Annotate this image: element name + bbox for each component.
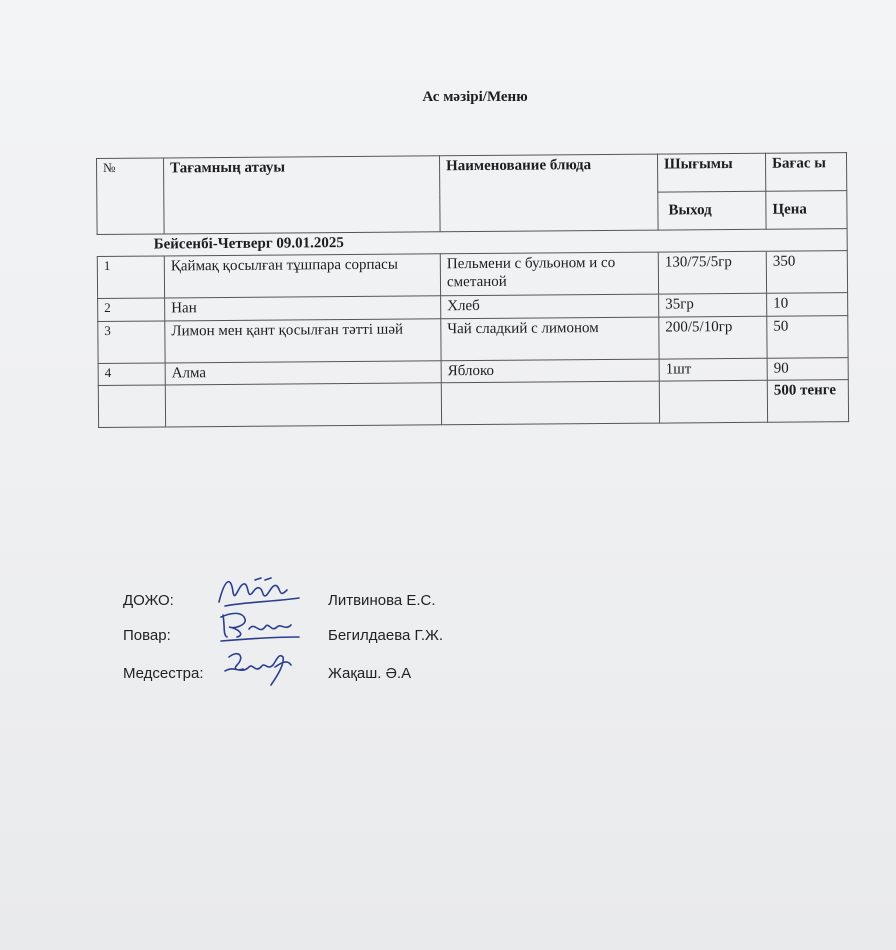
row-num: 4	[98, 362, 165, 385]
signature-role: Медсестра:	[123, 665, 204, 682]
day-row-empty	[766, 229, 847, 252]
row-name-ru: Хлеб	[441, 294, 659, 318]
row-num: 2	[98, 298, 165, 321]
row-name-kz: Қаймақ қосылған тұшпара сорпасы	[164, 254, 440, 298]
row-yield: 35гр	[659, 293, 767, 316]
row-price: 50	[767, 315, 848, 358]
signature-icon	[215, 607, 305, 647]
total-price: 500 тенге	[767, 379, 848, 422]
table-row	[98, 315, 848, 363]
row-name-kz: Нан	[165, 296, 441, 320]
signature-name: Жақаш. Ә.А	[328, 665, 412, 682]
menu-table	[96, 152, 849, 428]
signature-icon	[215, 645, 305, 689]
row-name-kz: Алма	[165, 360, 441, 384]
row-num: 3	[98, 320, 165, 363]
total-empty	[98, 385, 165, 428]
header-price-ru: Цена	[766, 191, 847, 230]
signature-name: Бегилдаева Г.Ж.	[328, 627, 444, 644]
row-yield: 130/75/5гр	[658, 251, 766, 294]
header-row	[97, 153, 847, 197]
header-name-ru: Наименование блюда	[439, 154, 658, 232]
row-yield: 1шт	[659, 358, 767, 381]
row-yield: 200/5/10гр	[659, 316, 767, 359]
signature-role: ДОЖО:	[123, 592, 174, 609]
row-price: 90	[767, 357, 848, 380]
total-empty	[659, 380, 767, 423]
header-price-kz: Бағас ы	[765, 153, 846, 192]
day-label: Бейсенбі-Четверг 09.01.2025	[97, 229, 766, 257]
signature-role: Повар:	[123, 627, 171, 644]
row-name-kz: Лимон мен қант қосылған тәтті шәй	[165, 318, 441, 362]
row-name-ru: Яблоко	[441, 359, 659, 383]
total-empty	[441, 381, 659, 425]
row-name-ru: Пельмени с бульоном и со сметаной	[440, 252, 658, 296]
table-row	[97, 251, 847, 299]
signature-name: Литвинова Е.С.	[328, 592, 436, 609]
header-num: №	[97, 158, 165, 235]
signature-icon	[215, 572, 305, 612]
header-yield-ru: Выход	[658, 191, 766, 230]
row-price: 350	[766, 251, 847, 294]
total-row	[98, 379, 848, 427]
row-num: 1	[97, 256, 164, 299]
header-yield-kz: Шығымы	[657, 153, 765, 192]
row-price: 10	[767, 293, 848, 316]
header-name-kz: Тағамның атауы	[164, 156, 441, 234]
row-name-ru: Чай сладкий с лимоном	[441, 317, 659, 361]
page-title: Ас мәзірі/Меню	[422, 89, 528, 105]
total-empty	[165, 383, 441, 427]
